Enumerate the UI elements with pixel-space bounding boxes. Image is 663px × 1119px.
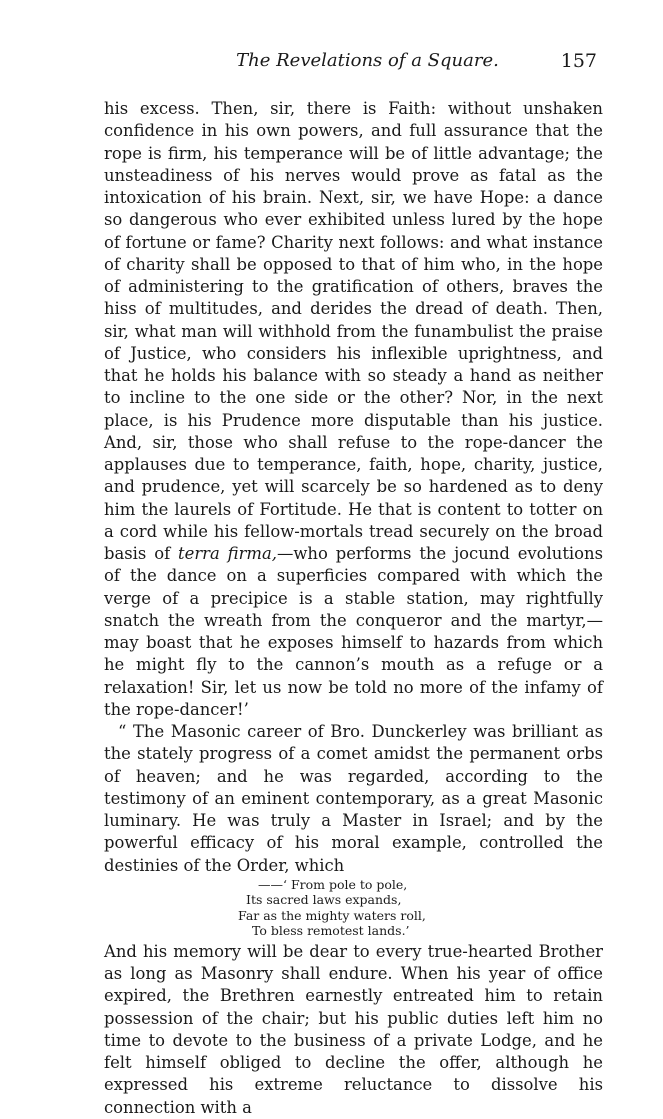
running-title: The Revelations of a Square. [236,50,499,71]
paragraph-1 [104,98,603,721]
verse-line: To bless remotest lands.’ [252,923,410,939]
verse-line: Its sacred laws expands, [246,892,402,908]
running-header [104,50,603,86]
verse-quotation [104,877,603,939]
verse-line: Far as the mighty waters roll, [238,907,426,923]
paragraph-1-continued: —who performs the jocund evolutions of the dance on a superficies compared with which the verge of a precipice is a stable station, may rightfully snatch the wreath from the conqueror and the martyr,—may boast that he exposes himself to hazards from which he might fly to the cannon’s mouth as a refuge or a relaxation! Sir, let us now be told no more of the infamy of the rope-dancer!’ [104,544,603,719]
page-number: 157 [560,50,597,72]
page-body [104,98,603,1119]
italic-phrase: terra firma, [178,544,277,563]
paragraph-1-text: his excess. Then, sir, there is Faith: without unshaken confidence in his own powers, and full assurance that the rope is firm, his temperance will be of little advantage; the unsteadiness of his nerves would prove as fatal as the intoxication of his brain. Next, sir, we have Hope: a dance so dangerous who ever exhibited unless lured by the hope of fortune or fame? Charity next follows: and what instance of charity shall be opposed to that of him who, in the hope of administering to the gratification of others, braves the hiss of multitudes, and derides the dread of death. Then, sir, what man will withhold from the funambulist the praise of Justice, who considers his inflexible uprightness, and that he holds his balance with so steady a hand as neither to incline to the one side or the other? Nor, in the next place, is his Prudence more disputable than his justice. And, sir, those who shall refuse to the rope-dancer the applauses due to temperance, faith, hope, charity, justice, and prudence, yet will scarcely be so hardened as to deny him the laurels of Fortitude. He that is content to totter on a cord while his fellow-mortals tread securely on the broad basis of [104,99,603,563]
paragraph-2: “ The Masonic career of Bro. Dunckerley was brilliant as the stately progress of a comet amidst the permanent orbs of heaven; and he was regarded, according to the testimony of an eminent contemporary, as a great Masonic luminary. He was truly a Master in Israel; and by the powerful efficacy of his moral example, controlled the destinies of the Order, which [104,722,603,875]
paragraph-3: And his memory will be dear to every true-hearted Brother as long as Masonry shall endure. When his year of office expired, the Brethren earnestly entreated him to retain possession of the chair; but his public duties left him no time to devote to the business of a private Lodge, and he felt himself obliged to decline the offer, although he expressed his extreme reluctance to dissolve his connection with a [104,941,603,1117]
verse-line: ——‘ From pole to pole, [258,876,408,892]
